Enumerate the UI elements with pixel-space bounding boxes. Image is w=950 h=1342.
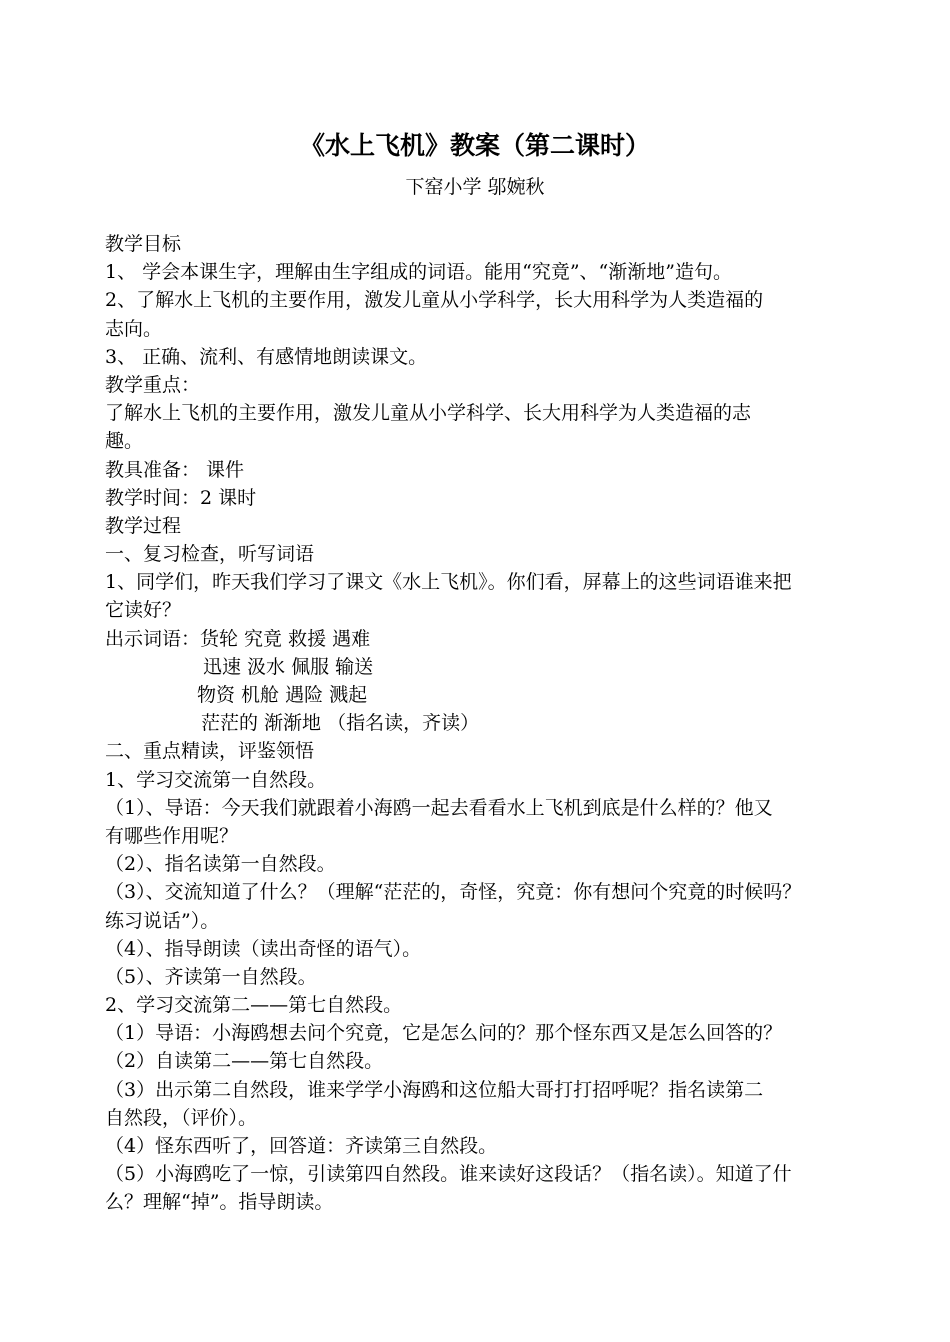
paragraph-line: （4）、指导朗读（读出奇怪的语气）。 xyxy=(105,937,422,960)
paragraph-line: 自然段，（评价）。 xyxy=(105,1106,258,1129)
vocabulary-row: 物资 机舱 遇险 溅起 xyxy=(197,684,368,706)
document-body xyxy=(105,230,865,1217)
section-1-heading: 一、复习检查，听写词语 xyxy=(105,543,315,566)
paragraph-line: 么？理解“掉”。指导朗读。 xyxy=(105,1191,334,1214)
paragraph-line: （3）、交流知道了什么？（理解“茫茫的，奇怪，究竟：你有想问个究竟的时候吗？ xyxy=(105,881,802,904)
paragraph-line: （5）、齐读第一自然段。 xyxy=(105,965,317,988)
key-point-text-cont: 趣。 xyxy=(105,430,144,453)
paragraph-line: 有哪些作用呢？ xyxy=(105,824,239,847)
paragraph-line: 2、学习交流第二——第七自然段。 xyxy=(105,994,403,1017)
goal-3: 3、 正确、流利、有感情地朗读课文。 xyxy=(105,345,428,368)
paragraph-line: 它读好？ xyxy=(105,599,182,622)
paragraph-line: （4）怪东西听了，回答道：齐读第三自然段。 xyxy=(105,1135,498,1157)
author-line: 下窑小学 邬婉秋 xyxy=(405,176,545,198)
paragraph-line: （3）出示第二自然段，谁来学学小海鸥和这位船大哥打打招呼呢？指名读第二 xyxy=(105,1078,764,1101)
key-point-text: 了解水上飞机的主要作用，激发儿童从小学科学、长大用科学为人类造福的志 xyxy=(105,402,752,425)
paragraph-line: 1、同学们，昨天我们学习了课文《水上飞机》。你们看，屏幕上的这些词语谁来把 xyxy=(105,571,792,594)
paragraph-line: 练习说话”）。 xyxy=(105,909,220,932)
paragraph-line: （5）小海鸥吃了一惊，引读第四自然段。谁来读好这段话？（指名读）。知道了什 xyxy=(105,1163,792,1186)
vocabulary-row: 茫茫的 渐渐地 （指名读，齐读） xyxy=(201,712,480,735)
heading-key-points: 教学重点： xyxy=(105,373,201,396)
vocabulary-row: 迅速 汲水 佩服 输送 xyxy=(203,655,374,678)
document-title: 《水上飞机》教案（第二课时） xyxy=(299,131,650,160)
goal-1: 1、 学会本课生字，理解由生字组成的词语。能用“究竟”、“渐渐地”造句。 xyxy=(105,261,732,284)
paragraph-line: （1）导语：小海鸥想去问个究竟，它是怎么问的？那个怪东西又是怎么回答的？ xyxy=(105,1022,783,1045)
paragraph-line: 1、学习交流第一自然段。 xyxy=(105,768,327,791)
section-2-heading: 二、重点精读，评鉴领悟 xyxy=(105,740,315,763)
paragraph-line: （2）自读第二——第七自然段。 xyxy=(105,1050,384,1073)
paragraph-line: （2）、指名读第一自然段。 xyxy=(105,853,336,876)
goal-2-cont: 志向。 xyxy=(105,317,163,340)
teaching-aids: 教具准备： 课件 xyxy=(105,458,245,481)
vocabulary-row: 出示词语：货轮 究竟 救援 遇难 xyxy=(105,627,371,650)
heading-teaching-goals: 教学目标 xyxy=(105,233,182,255)
teaching-time: 教学时间：2 课时 xyxy=(105,486,257,509)
heading-teaching-process: 教学过程 xyxy=(105,514,182,537)
goal-2: 2、了解水上飞机的主要作用，激发儿童从小学科学，长大用科学为人类造福的 xyxy=(105,289,764,312)
paragraph-line: （1）、导语：今天我们就跟着小海鸥一起去看看水上飞机到底是什么样的？他又 xyxy=(105,796,773,819)
